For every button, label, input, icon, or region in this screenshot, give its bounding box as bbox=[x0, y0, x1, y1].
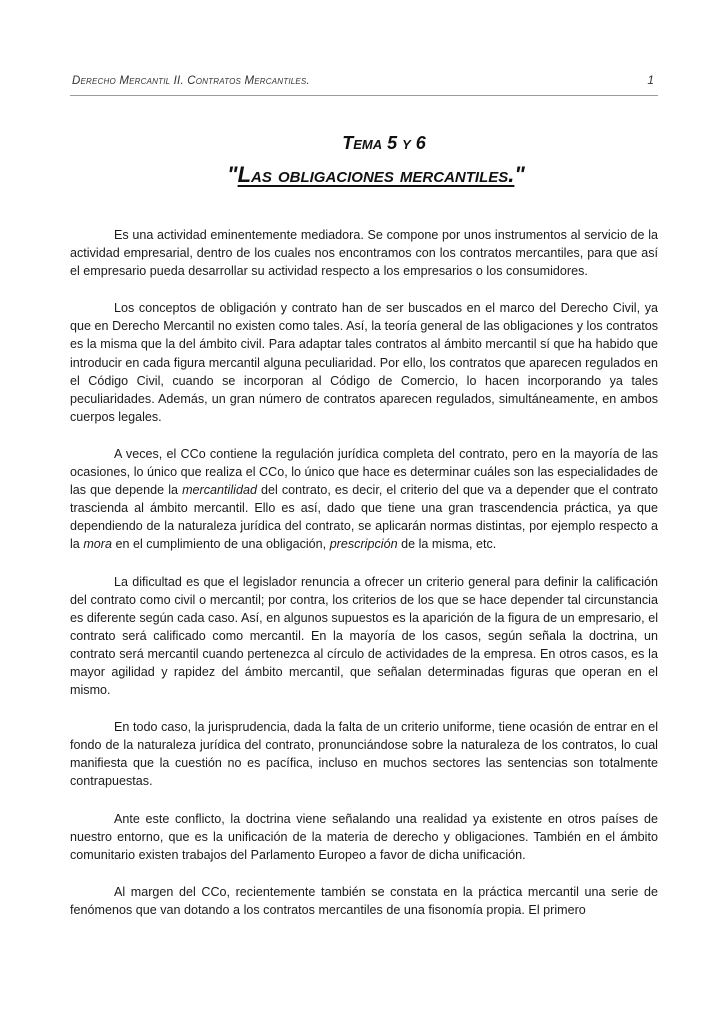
paragraph-6: Ante este conflicto, la doctrina viene señalando una realidad ya existente en otros países de nuestro entorno, que es la unificación de la materia de derecho y obligaciones. También en el ámbito comunitario existen trabajos del Parlamento Europeo a favor de dicha unificación. bbox=[70, 811, 658, 862]
page-header bbox=[70, 73, 658, 96]
topic-heading: Tema 5 y 6 bbox=[342, 133, 426, 153]
document-body bbox=[70, 226, 658, 938]
paragraph-3 bbox=[70, 445, 658, 554]
title-text: Las obligaciones mercantiles. bbox=[237, 162, 515, 187]
paragraph-5: En todo caso, la jurisprudencia, dada la falta de un criterio uniforme, tiene ocasión de entrar en el fondo de la naturaleza jurídica del contrato, pronunciándose sobre la naturaleza de los contratos, lo cual manifiesta que la cuestión no es pacífica, incluso en muchos sectores las sentencias son totalmente contrapuestas. bbox=[70, 720, 658, 789]
paragraph-1: Es una actividad eminentemente mediadora. Se compone por unos instrumentos al servicio de la actividad empresarial, dentro de los cuales nos encontramos con los contratos mercantiles, para que así el empresario pueda desarrollar su actividad respecto a los empresarios o los consumidores. bbox=[70, 228, 658, 279]
paragraph-2: Los conceptos de obligación y contrato han de ser buscados en el marco del Derecho Civil, ya que en Derecho Mercantil no existen como tales. Así, la teoría general de las obligaciones y los contratos es la misma que la del ámbito civil. Para adaptar tales contratos al ámbito mercantil sí que ha habido que introducir en cada figura mercantil alguna peculiaridad. Por ello, los contratos que aparecen regulados en el Código Civil, cuando se incorporan al Código de Comercio, lo hacen incorporando ya tales peculiaridades. Además, un gran número de contratos aparecen regulados, simultáneamente, en ambos cuerpos legales. bbox=[70, 301, 658, 424]
paragraph-3-text-c: en el cumplimiento de una obligación, bbox=[111, 537, 330, 552]
paragraph-3-text-d: de la misma, etc. bbox=[397, 537, 497, 552]
paragraph-4: La dificultad es que el legislador renuncia a ofrecer un criterio general para definir la calificación del contrato como civil o mercantil; por contra, los criterios de los que se hace depender tal circunstancia es diferente según cada caso. Así, en algunos supuestos es la aparición de la figura de un empresario, el contrato será calificado como mercantil. En la mayoría de los casos, según señala la doctrina, un contrato será mercantil cuando pertenezca al círculo de actividades de la empresa. En otros casos, es la mayor agilidad y rapidez del ámbito mercantil, que señalan determinadas figuras que operan en el mismo. bbox=[70, 574, 658, 698]
paragraph-3-text-a: A veces, el CCo contiene la regulación jurídica completa del contrato, pero en la mayoría de las ocasiones, lo único que realiza el CCo, lo único que hace es determinar cuáles son las especialidades de las que depende la bbox=[70, 446, 658, 498]
term-mercantilidad: mercantilidad bbox=[182, 483, 257, 498]
header-title: Derecho Mercantil II. Contratos Mercantiles. bbox=[72, 75, 310, 87]
page-number: 1 bbox=[647, 73, 654, 87]
title-quote-close: " bbox=[514, 162, 525, 187]
term-mora: mora bbox=[83, 537, 112, 552]
paragraph-3-text-b: del contrato, es decir, el criterio del que va a depender que el contrato trascienda al ámbito mercantil. Ello es así, dado que tiene una gran trascendencia práctica, ya que dependiendo de la naturaleza jurídica del contrato, se aplicarán normas distintas, por ejemplo respecto a la bbox=[70, 483, 658, 552]
title-quote-open: " bbox=[227, 162, 238, 187]
document-title bbox=[70, 162, 658, 188]
paragraph-7: Al margen del CCo, recientemente también se constata en la práctica mercantil una serie de fenómenos que van dotando a los contratos mercantiles de una fisonomía propia. El primero bbox=[70, 884, 658, 917]
term-prescripcion: prescripción bbox=[329, 537, 398, 552]
